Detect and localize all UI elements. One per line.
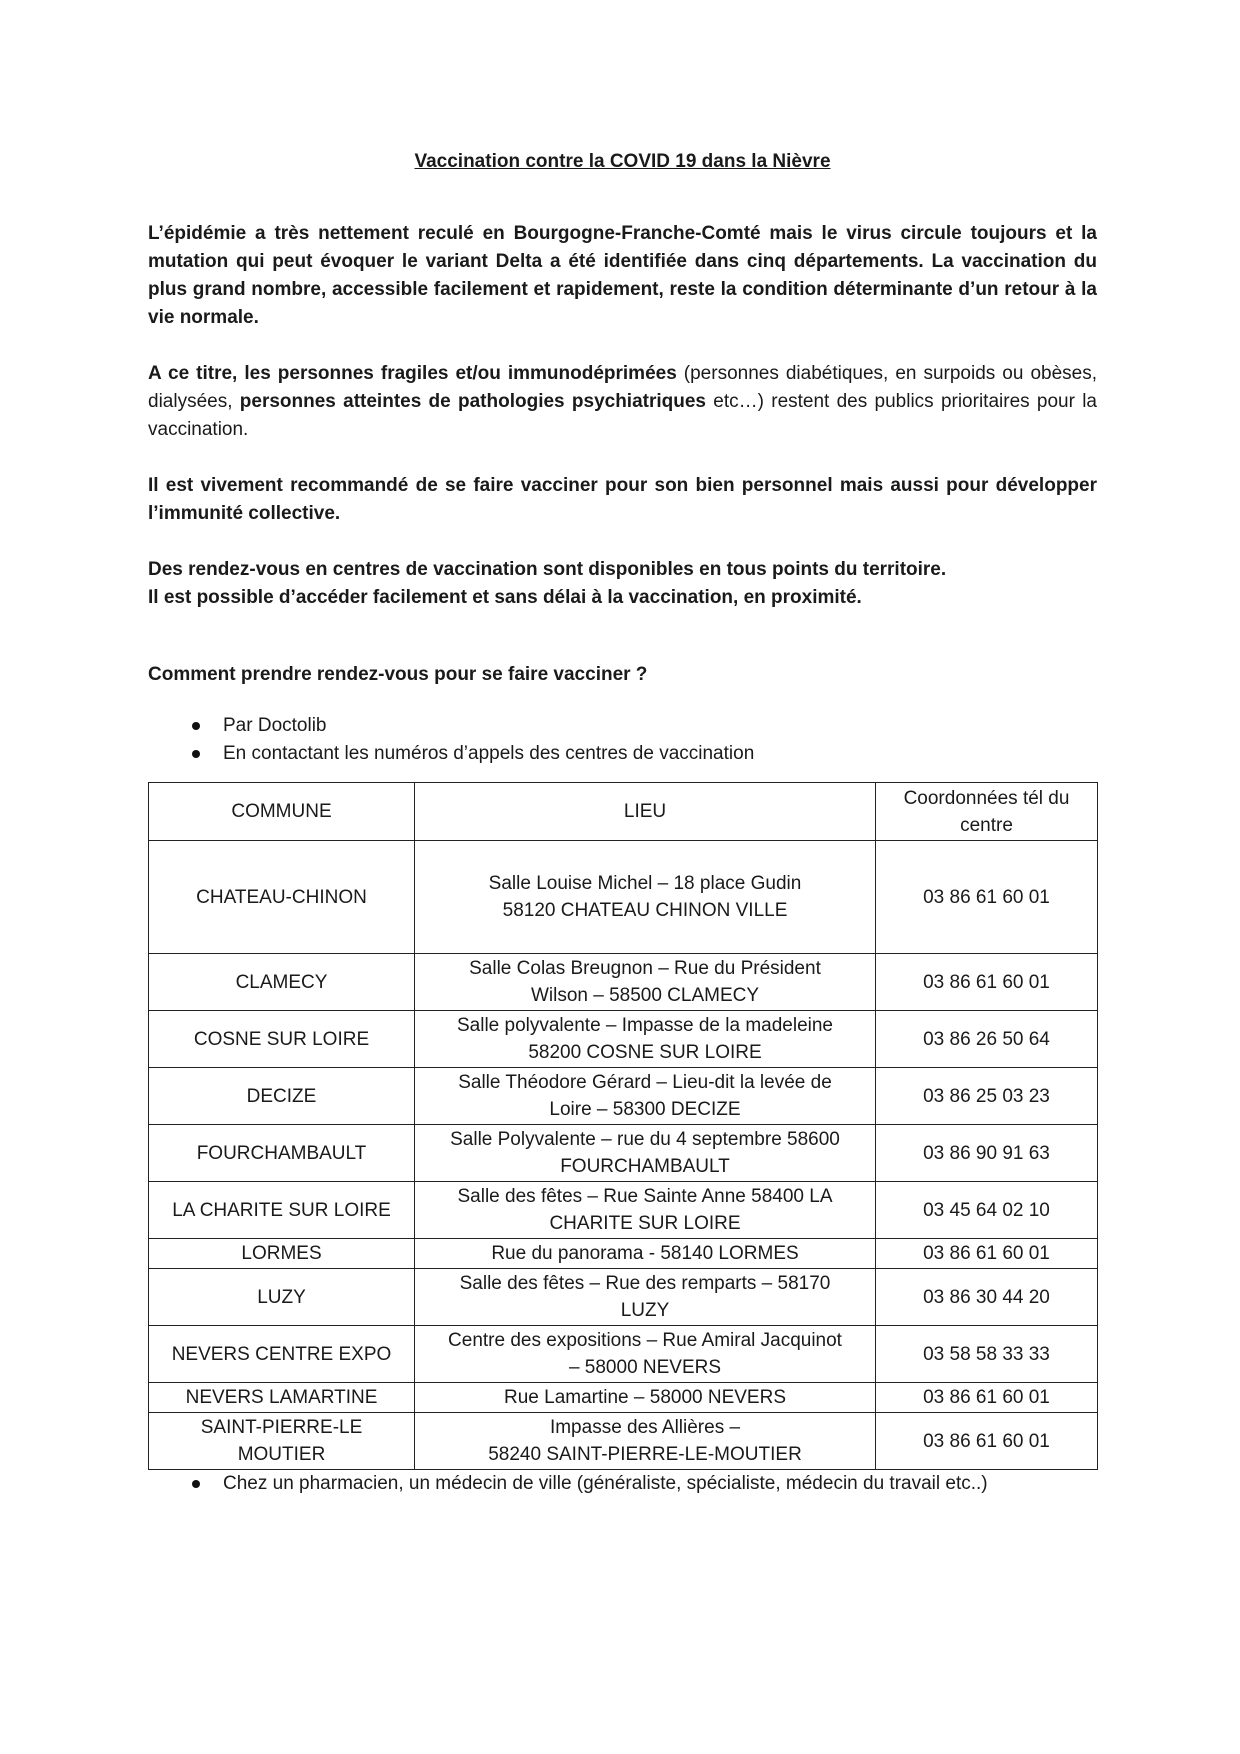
cell-telephone: 03 45 64 02 10 <box>876 1182 1098 1239</box>
cell-telephone: 03 86 30 44 20 <box>876 1269 1098 1326</box>
header-lieu: LIEU <box>415 783 876 841</box>
cell-telephone: 03 86 61 60 01 <box>876 954 1098 1011</box>
page-title: Vaccination contre la COVID 19 dans la Nièvre <box>414 151 831 172</box>
cell-lieu: Salle Polyvalente – rue du 4 septembre 58600 FOURCHAMBAULT <box>415 1125 876 1182</box>
cell-telephone: 03 86 61 60 01 <box>876 1239 1098 1269</box>
table-row <box>149 1068 1098 1125</box>
cell-telephone: 03 86 61 60 01 <box>876 1413 1098 1470</box>
table-row <box>149 1269 1098 1326</box>
cell-commune: DECIZE <box>149 1068 415 1125</box>
cell-telephone: 03 86 26 50 64 <box>876 1011 1098 1068</box>
table-row <box>149 1125 1098 1182</box>
header-commune: COMMUNE <box>149 783 415 841</box>
priority-public-detail: (personnes diabétiques, en surpoids ou obèses, dialysées, <box>148 363 1097 412</box>
header-telephone: Coordonnées tél du centre <box>876 783 1098 841</box>
cell-commune: NEVERS CENTRE EXPO <box>149 1326 415 1383</box>
table-row <box>149 1182 1098 1239</box>
cell-telephone: 03 86 61 60 01 <box>876 1383 1098 1413</box>
cell-lieu: Salle polyvalente – Impasse de la madeleine 58200 COSNE SUR LOIRE <box>415 1011 876 1068</box>
cell-commune: SAINT-PIERRE-LE MOUTIER <box>149 1413 415 1470</box>
cell-lieu: Impasse des Allières – 58240 SAINT-PIERRE-LE-MOUTIER <box>415 1413 876 1470</box>
list-item: Par Doctolib <box>148 712 1097 740</box>
table-row <box>149 954 1098 1011</box>
cell-lieu: Rue du panorama - 58140 LORMES <box>415 1239 876 1269</box>
cell-lieu: Salle Louise Michel – 18 place Gudin 58120 CHATEAU CHINON VILLE <box>415 841 876 954</box>
priority-public-end: etc…) restent des publics prioritaires pour la vaccination. <box>148 391 1098 440</box>
cell-commune: LA CHARITE SUR LOIRE <box>149 1182 415 1239</box>
list-item: En contactant les numéros d’appels des centres de vaccination <box>148 740 1097 768</box>
cell-telephone: 03 86 61 60 01 <box>876 841 1098 954</box>
bullet-icon <box>192 1480 200 1488</box>
cell-telephone: 03 86 90 91 63 <box>876 1125 1098 1182</box>
cell-lieu: Rue Lamartine – 58000 NEVERS <box>415 1383 876 1413</box>
table-row <box>149 1011 1098 1068</box>
cell-commune: CHATEAU-CHINON <box>149 841 415 954</box>
intro-paragraph-1: L’épidémie a très nettement reculé en Bourgogne-Franche-Comté mais le virus circule toujours et la mutation qui peut évoquer le variant Delta a été identifiée dans cinq départements. La vaccination du plus grand nombre, accessible facilement et rapidement, reste la condition déterminante d’un retour à la vie normale. <box>148 223 1097 328</box>
cell-telephone: 03 58 58 33 33 <box>876 1326 1098 1383</box>
cell-lieu: Salle des fêtes – Rue des remparts – 58170 LUZY <box>415 1269 876 1326</box>
cell-telephone: 03 86 25 03 23 <box>876 1068 1098 1125</box>
table-row <box>149 1326 1098 1383</box>
appointment-methods-list <box>148 712 1097 768</box>
psychiatric-bold: personnes atteintes de pathologies psychiatriques <box>239 391 707 412</box>
intro-paragraph-4a: Des rendez-vous en centres de vaccination sont disponibles en tous points du territoire. <box>148 559 947 580</box>
cell-commune: LORMES <box>149 1239 415 1269</box>
appointment-question: Comment prendre rendez-vous pour se faire vacciner ? <box>148 664 648 685</box>
table-row <box>149 1413 1098 1470</box>
cell-commune: CLAMECY <box>149 954 415 1011</box>
cell-lieu: Salle Colas Breugnon – Rue du Président Wilson – 58500 CLAMECY <box>415 954 876 1011</box>
cell-commune: LUZY <box>149 1269 415 1326</box>
cell-lieu: Centre des expositions – Rue Amiral Jacquinot – 58000 NEVERS <box>415 1326 876 1383</box>
bullet-icon <box>192 750 200 758</box>
table-row <box>149 1239 1098 1269</box>
table-header-row <box>149 783 1098 841</box>
intro-paragraph-3: Il est vivement recommandé de se faire vacciner pour son bien personnel mais aussi pour développer l’immunité collective. <box>148 475 1097 524</box>
priority-public-bold: A ce titre, les personnes fragiles et/ou immunodéprimées <box>148 363 677 384</box>
table-row <box>149 841 1098 954</box>
bullet-icon <box>192 722 200 730</box>
cell-commune: FOURCHAMBAULT <box>149 1125 415 1182</box>
cell-commune: COSNE SUR LOIRE <box>149 1011 415 1068</box>
list-item: Chez un pharmacien, un médecin de ville (généraliste, spécialiste, médecin du travail etc..) <box>148 1470 1097 1498</box>
table-row <box>149 1383 1098 1413</box>
vaccination-centers-table <box>148 782 1098 1470</box>
cell-commune: NEVERS LAMARTINE <box>149 1383 415 1413</box>
other-options-list <box>148 1470 1097 1498</box>
intro-paragraph-2 <box>148 360 1097 444</box>
cell-lieu: Salle Théodore Gérard – Lieu-dit la levée de Loire – 58300 DECIZE <box>415 1068 876 1125</box>
cell-lieu: Salle des fêtes – Rue Sainte Anne 58400 LA CHARITE SUR LOIRE <box>415 1182 876 1239</box>
intro-paragraph-4b: Il est possible d’accéder facilement et sans délai à la vaccination, en proximité. <box>148 587 862 608</box>
